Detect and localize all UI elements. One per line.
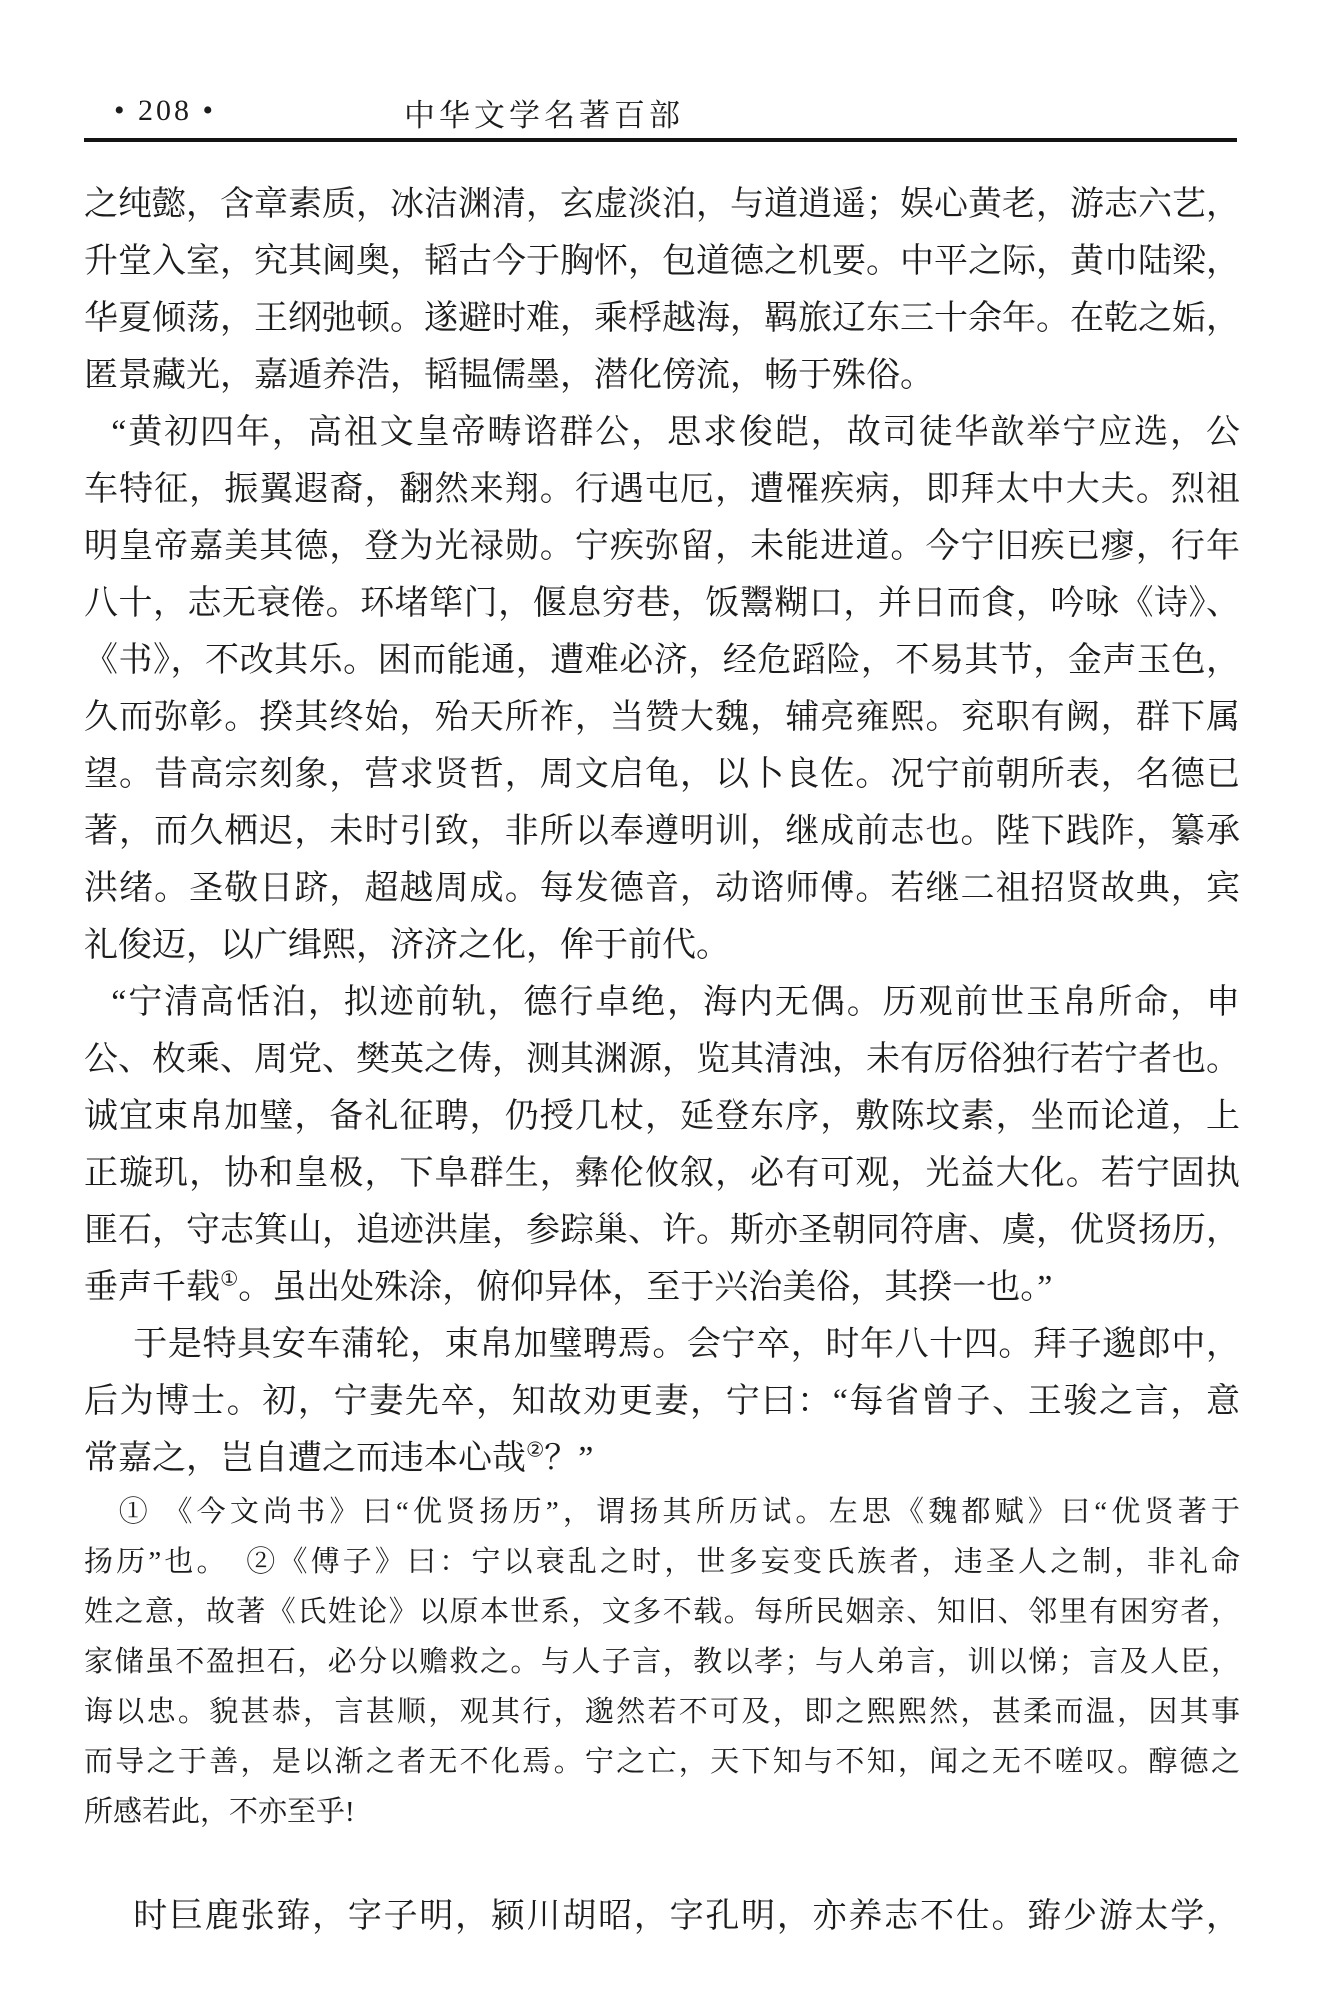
closing-paragraph [84, 1888, 1240, 1945]
footnote-ref: ① [220, 1268, 239, 1291]
text-line [84, 518, 1240, 575]
text-segment: 而导之于善，是以渐之者无不化焉。宁之亡，天下知与不知，闻之无不嗟叹。醇德之 [84, 1746, 1240, 1778]
text-segment: 后为博士。初，宁妻先卒，知故劝更妻，宁曰：“每省曾子、王骏之言，意 [84, 1383, 1240, 1420]
text-segment: ？” [544, 1440, 594, 1477]
text-line [84, 1637, 1240, 1687]
text-line [84, 860, 1240, 917]
text-segment: 常嘉之，岂自遭之而违本心哉 [84, 1440, 526, 1477]
paragraph [84, 404, 1240, 974]
text-line [84, 290, 1240, 347]
text-segment: “宁清高恬泊，拟迹前轨，德行卓绝，海内无偶。历观前世玉帛所命，申 [111, 984, 1240, 1021]
text-line [84, 632, 1240, 689]
text-line [84, 1537, 1240, 1587]
text-line [84, 1031, 1240, 1088]
page-number: • 208 • [114, 94, 217, 127]
text-segment: 升堂入室，究其阃奥，韬古今于胸怀，包道德之机要。中平之际，黄巾陆梁， [84, 243, 1240, 280]
text-segment: 明皇帝嘉美其德，登为光禄勋。宁疾弥留，未能进道。今宁旧疾已瘳，行年 [84, 528, 1240, 565]
text-line [84, 1373, 1240, 1430]
text-segment: 礼俊迈，以广缉熙，济济之化，侔于前代。 [84, 927, 730, 964]
text-line [84, 974, 1240, 1031]
text-line [84, 1737, 1240, 1787]
text-line [84, 1316, 1240, 1373]
header-rule [84, 138, 1237, 142]
text-segment: 匪石，守志箕山，追迹洪崖，参踪巢、许。斯亦圣朝同符唐、虞，优贤扬历， [84, 1212, 1240, 1249]
text-line [84, 746, 1240, 803]
text-line [84, 1487, 1240, 1537]
text-line [84, 1145, 1240, 1202]
text-segment: 八十，志无衰倦。环堵筚门，偃息穷巷，饭鬻糊口，并日而食，吟咏《诗》、 [84, 585, 1240, 622]
text-segment: 时巨鹿张臶，字子明，颍川胡昭，字孔明，亦养志不仕。臶少游太学， [133, 1898, 1240, 1935]
text-segment: 诚宜束帛加璧，备礼征聘，仍授几杖，延登东序，敷陈坟素，坐而论道，上 [84, 1098, 1240, 1135]
text-segment: 洪绪。圣敬日跻，超越周成。每发德音，动谘师傅。若继二祖招贤故典，宾 [84, 870, 1240, 907]
text-line [84, 176, 1240, 233]
text-line [84, 1687, 1240, 1737]
paragraph [84, 974, 1240, 1316]
text-line [84, 1259, 1240, 1316]
text-line [84, 1088, 1240, 1145]
text-segment: “黄初四年，高祖文皇帝畴谘群公，思求俊皑，故司徒华歆举宁应选，公 [111, 414, 1240, 451]
text-line [84, 1202, 1240, 1259]
text-segment: 诲以忠。貌甚恭，言甚顺，观其行，邈然若不可及，即之熙熙然，甚柔而温，因其事 [84, 1696, 1240, 1728]
paragraph [84, 176, 1240, 404]
text-segment: 正璇玑，协和皇极，下阜群生，彝伦攸叙，必有可观，光益大化。若宁固执 [84, 1155, 1240, 1192]
text-segment: 匿景藏光，嘉遁养浩，韬韫儒墨，潜化傍流，畅于殊俗。 [84, 357, 934, 394]
text-segment: 久而弥彰。揆其终始，殆天所祚，当赞大魏，辅亮雍熙。兖职有阙，群下属 [84, 699, 1240, 736]
text-line [84, 1888, 1240, 1945]
text-segment: 姓之意，故著《氏姓论》以原本世系，文多不载。每所民姻亲、知旧、邻里有困穷者， [84, 1596, 1240, 1628]
book-title: 中华文学名著百部 [404, 98, 684, 133]
text-line [84, 1787, 1240, 1837]
text-segment: 华夏倾荡，王纲弛顿。遂避时难，乘桴越海，羁旅辽东三十余年。在乾之姤， [84, 300, 1240, 337]
main-text [84, 176, 1240, 1487]
text-segment: 之纯懿，含章素质，冰洁渊清，玄虚淡泊，与道逍遥；娱心黄老，游志六艺， [84, 186, 1240, 223]
text-segment: 家储虽不盈担石，必分以赡救之。与人子言，教以孝；与人弟言，训以悌；言及人臣， [84, 1646, 1240, 1678]
footnotes [84, 1487, 1240, 1837]
text-line [84, 233, 1240, 290]
text-segment: 车特征，振翼遐裔，翻然来翔。行遇屯厄，遭罹疾病，即拜太中大夫。烈祖 [84, 471, 1240, 508]
text-segment: 《书》，不改其乐。困而能通，遭难必济，经危蹈险，不易其节，金声玉色， [84, 642, 1240, 679]
text-line [84, 575, 1240, 632]
text-line [84, 404, 1240, 461]
text-segment: 垂声千载 [84, 1269, 220, 1306]
text-line [84, 1430, 1240, 1487]
text-line [84, 803, 1240, 860]
footnote-ref: ② [526, 1439, 545, 1462]
text-segment: ① 《今文尚书》曰“优贤扬历”，谓扬其所历试。左思《魏都赋》曰“优贤著于 [118, 1496, 1240, 1528]
text-segment: 于是特具安车蒲轮，束帛加璧聘焉。会宁卒，时年八十四。拜子邈郎中， [133, 1326, 1240, 1363]
text-segment: 望。昔高宗刻象，营求贤哲，周文启龟，以卜良佐。况宁前朝所表，名德已 [84, 756, 1240, 793]
text-segment: 著，而久栖迟，未时引致，非所以奉遵明训，继成前志也。陛下践阼，纂承 [84, 813, 1240, 850]
text-segment: 扬历”也。 ②《傅子》曰：宁以衰乱之时，世多妄变氏族者，违圣人之制，非礼命 [84, 1546, 1240, 1578]
text-line [84, 347, 1240, 404]
text-line [84, 1587, 1240, 1637]
paragraph [84, 1316, 1240, 1487]
page-header [0, 90, 1324, 134]
text-segment: 公、枚乘、周党、樊英之俦，测其渊源，览其清浊，未有厉俗独行若宁者也。 [84, 1041, 1240, 1078]
text-segment: 所感若此，不亦至乎! [84, 1796, 355, 1828]
text-line [84, 689, 1240, 746]
text-line [84, 461, 1240, 518]
text-segment: 。虽出处殊涂，俯仰异体，至于兴治美俗，其揆一也。” [238, 1269, 1053, 1306]
text-line [84, 917, 1240, 974]
